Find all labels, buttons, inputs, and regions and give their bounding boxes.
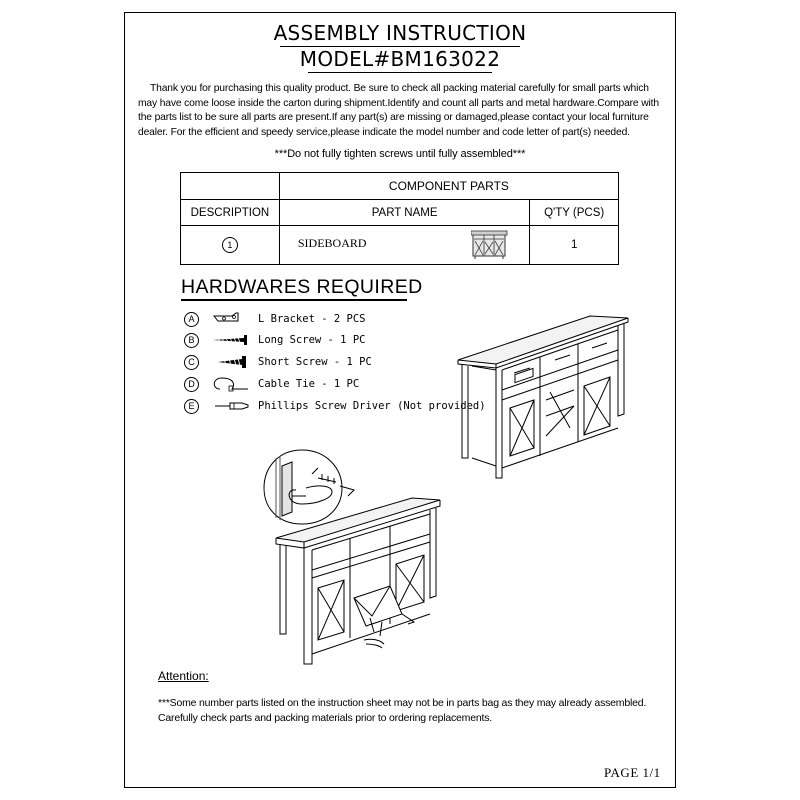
hardware-title: HARDWARES REQUIRED bbox=[181, 276, 423, 298]
part-number-cell bbox=[181, 226, 280, 265]
list-item bbox=[184, 310, 484, 330]
col-part-name-header: PART NAME bbox=[279, 200, 530, 226]
list-item bbox=[184, 397, 484, 417]
long-screw-icon bbox=[210, 331, 250, 349]
hardware-title-underline bbox=[181, 299, 407, 301]
attention-text: ***Some number parts listed on the instruction sheet may not be in parts bag as they may already assembled. Carefully check parts and packing materials prior to ordering replacements. bbox=[158, 697, 647, 724]
table-row bbox=[181, 226, 619, 265]
table-corner-cell bbox=[181, 173, 280, 200]
col-qty-header: Q'TY (PCS) bbox=[530, 200, 619, 226]
l-bracket-icon bbox=[210, 310, 250, 328]
tighten-warning: ***Do not fully tighten screws until fully assembled*** bbox=[274, 148, 526, 160]
hardware-label: Cable Tie - 1 PC bbox=[258, 378, 360, 390]
hardware-letter: A bbox=[184, 312, 199, 327]
hardware-label: Short Screw - 1 PC bbox=[258, 356, 372, 368]
part-name: SIDEBOARD bbox=[297, 236, 367, 250]
component-parts-table bbox=[180, 172, 619, 265]
part-qty-cell: 1 bbox=[530, 226, 619, 265]
hardware-label: Long Screw - 1 PC bbox=[258, 334, 366, 346]
attention-label: Attention: bbox=[158, 669, 209, 683]
list-item bbox=[184, 353, 484, 373]
list-item bbox=[184, 375, 484, 395]
sideboard-anchor-illustration bbox=[262, 448, 442, 668]
hardware-letter: B bbox=[184, 333, 199, 348]
page-number: PAGE 1/1 bbox=[604, 765, 661, 780]
list-item bbox=[184, 331, 484, 351]
hardware-label: L Bracket - 2 PCS bbox=[258, 313, 366, 325]
sideboard-thumbnail-icon bbox=[471, 230, 509, 260]
hardware-letter: C bbox=[184, 355, 199, 370]
hardware-label: Phillips Screw Driver (Not provided) bbox=[258, 400, 486, 412]
model-underline bbox=[308, 72, 492, 73]
short-screw-icon bbox=[210, 353, 250, 371]
part-name-cell bbox=[279, 226, 530, 265]
hardware-letter: D bbox=[184, 377, 199, 392]
part-number: 1 bbox=[222, 237, 238, 253]
document-title: ASSEMBLY INSTRUCTION bbox=[273, 21, 527, 45]
cable-tie-icon bbox=[210, 375, 250, 393]
sideboard-assembled-illustration bbox=[450, 308, 630, 483]
table-heading: COMPONENT PARTS bbox=[279, 173, 618, 200]
col-description-header: DESCRIPTION bbox=[181, 200, 280, 226]
model-number: MODEL#BM163022 bbox=[299, 47, 501, 71]
intro-paragraph: Thank you for purchasing this quality product. Be sure to check all packing material carefully for small parts which may have come loose inside the carton during shipment.Identify and count all parts and metal hardware.Compare with the parts list to be sure all parts are present.If any part(s) are missing or damaged,please contact your local furniture dealer. For the efficient and speedy service,please indicate the model number and code letter of part(s) needed. bbox=[138, 83, 659, 138]
screwdriver-icon bbox=[210, 397, 250, 415]
hardware-letter: E bbox=[184, 399, 199, 414]
